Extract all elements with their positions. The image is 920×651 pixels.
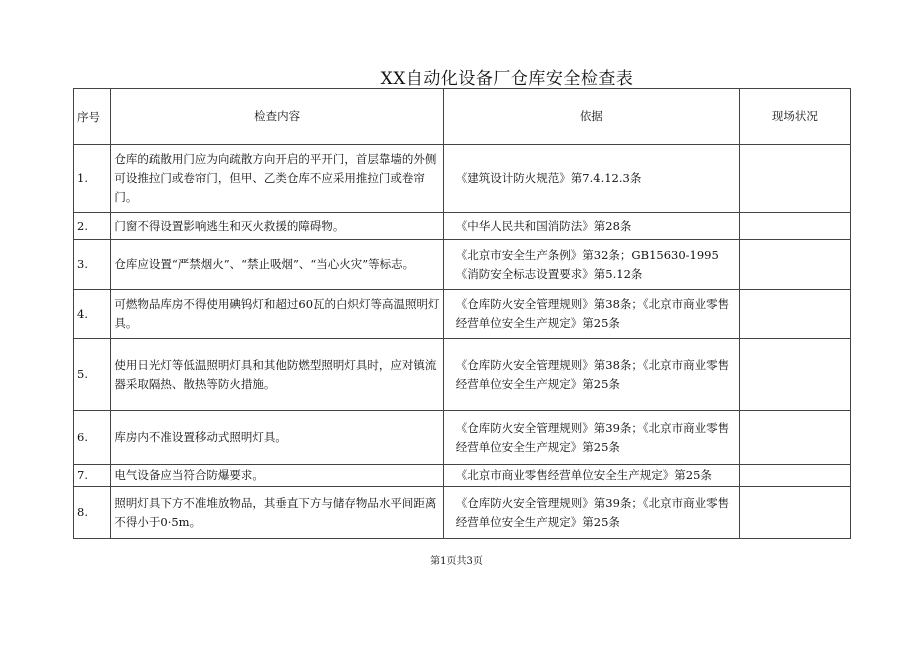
table-row (74, 411, 851, 465)
row-no: 6. (74, 411, 111, 465)
page-title: XX自动化设备厂仓库安全检查表 (380, 69, 634, 89)
row-status (739, 213, 850, 240)
row-no: 1. (74, 145, 111, 213)
row-no: 2. (74, 213, 111, 240)
row-status (739, 290, 850, 339)
row-status (739, 339, 850, 411)
row-basis: 《仓库防火安全管理规则》第39条；《北京市商业零售经营单位安全生产规定》第25条 (443, 411, 739, 465)
row-no: 7. (74, 465, 111, 487)
row-basis: 《建筑设计防火规范》第7.4.12.3条 (443, 145, 739, 213)
row-basis: 《中华人民共和国消防法》第28条 (443, 213, 739, 240)
table-row (74, 290, 851, 339)
row-content: 门窗不得设置影响逃生和灭火救援的障碍物。 (111, 213, 443, 240)
row-content: 可燃物品库房不得使用碘钨灯和超过60瓦的白炽灯等高温照明灯具。 (111, 290, 443, 339)
page-footer: 第1页共3页 (430, 556, 483, 567)
row-no: 4. (74, 290, 111, 339)
row-content: 电气设备应当符合防爆要求。 (111, 465, 443, 487)
header-basis: 依据 (443, 89, 739, 145)
row-basis: 《仓库防火安全管理规则》第38条；《北京市商业零售经营单位安全生产规定》第25条 (443, 290, 739, 339)
row-no: 3. (74, 240, 111, 290)
header-no: 序号 (74, 89, 111, 145)
table-row (74, 240, 851, 290)
row-basis: 《北京市安全生产条例》第32条；GB15630-1995《消防安全标志设置要求》第5.12条 (443, 240, 739, 290)
row-status (739, 487, 850, 539)
row-no: 8. (74, 487, 111, 539)
header-content: 检查内容 (111, 89, 443, 145)
row-basis: 《仓库防火安全管理规则》第38条；《北京市商业零售经营单位安全生产规定》第25条 (443, 339, 739, 411)
table-header-row (74, 89, 851, 145)
row-content: 仓库的疏散用门应为向疏散方向开启的平开门，首层靠墙的外侧可设推拉门或卷帘门，但甲、乙类仓库不应采用推拉门或卷帘门。 (111, 145, 443, 213)
row-basis: 《仓库防火安全管理规则》第39条；《北京市商业零售经营单位安全生产规定》第25条 (443, 487, 739, 539)
row-status (739, 411, 850, 465)
row-status (739, 465, 850, 487)
row-no: 5. (74, 339, 111, 411)
row-content: 照明灯具下方不准堆放物品，其垂直下方与储存物品水平间距离不得小于0·5m。 (111, 487, 443, 539)
row-content: 库房内不准设置移动式照明灯具。 (111, 411, 443, 465)
row-status (739, 240, 850, 290)
table-row (74, 339, 851, 411)
table-row (74, 213, 851, 240)
table-row (74, 145, 851, 213)
row-content: 使用日光灯等低温照明灯具和其他防燃型照明灯具时，应对镇流器采取隔热、散热等防火措施。 (111, 339, 443, 411)
header-status: 现场状况 (739, 89, 850, 145)
row-status (739, 145, 850, 213)
inspection-table (73, 88, 851, 539)
table-row (74, 465, 851, 487)
row-content: 仓库应设置“严禁烟火”、“禁止吸烟”、“当心火灾”等标志。 (111, 240, 443, 290)
row-basis: 《北京市商业零售经营单位安全生产规定》第25条 (443, 465, 739, 487)
table-row (74, 487, 851, 539)
